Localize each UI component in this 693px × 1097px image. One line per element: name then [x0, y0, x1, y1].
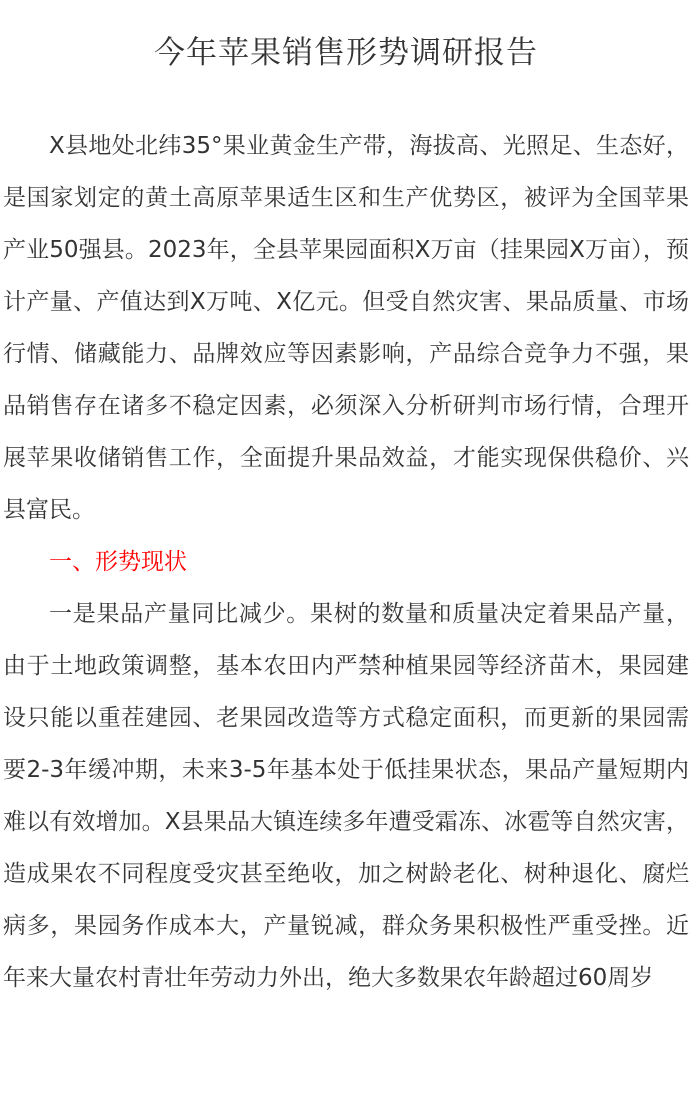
- point-one-paragraph: 一是果品产量同比减少。果树的数量和质量决定着果品产量，由于土地政策调整，基本农田内严禁种植果园等经济苗木，果园建设只能以重茬建园、老果园改造等方式稳定面积，而更新的果园需要2-3年缓冲期，未来3-5年基本处于低挂果状态，果品产量短期内难以有效增加。X县果品大镇连续多年遭受霜冻、冰雹等自然灾害，造成果农不同程度受灾甚至绝收，加之树龄老化、树种退化、腐烂病多，果园务作成本大，产量锐减，群众务果积极性严重受挫。近年来大量农村青壮年劳动力外出，绝大多数果农年龄超过60周岁: [3, 601, 689, 991]
- section-heading: 一、形势现状: [49, 549, 187, 575]
- report-body: [3, 120, 689, 1004]
- report-title: 今年苹果销售形势调研报告: [154, 35, 538, 71]
- intro-paragraph: X县地处北纬35°果业黄金生产带，海拔高、光照足、生态好，是国家划定的黄土高原苹果适生区和生产优势区，被评为全国苹果产业50强县。2023年，全县苹果园面积X万亩（挂果园X万亩），预计产量、产值达到X万吨、X亿元。但受自然灾害、果品质量、市场行情、储藏能力、品牌效应等因素影响，产品综合竞争力不强，果品销售存在诸多不稳定因素，必须深入分析研判市场行情，合理开展苹果收储销售工作，全面提升果品效益，才能实现保供稳价、兴县富民。: [3, 133, 689, 523]
